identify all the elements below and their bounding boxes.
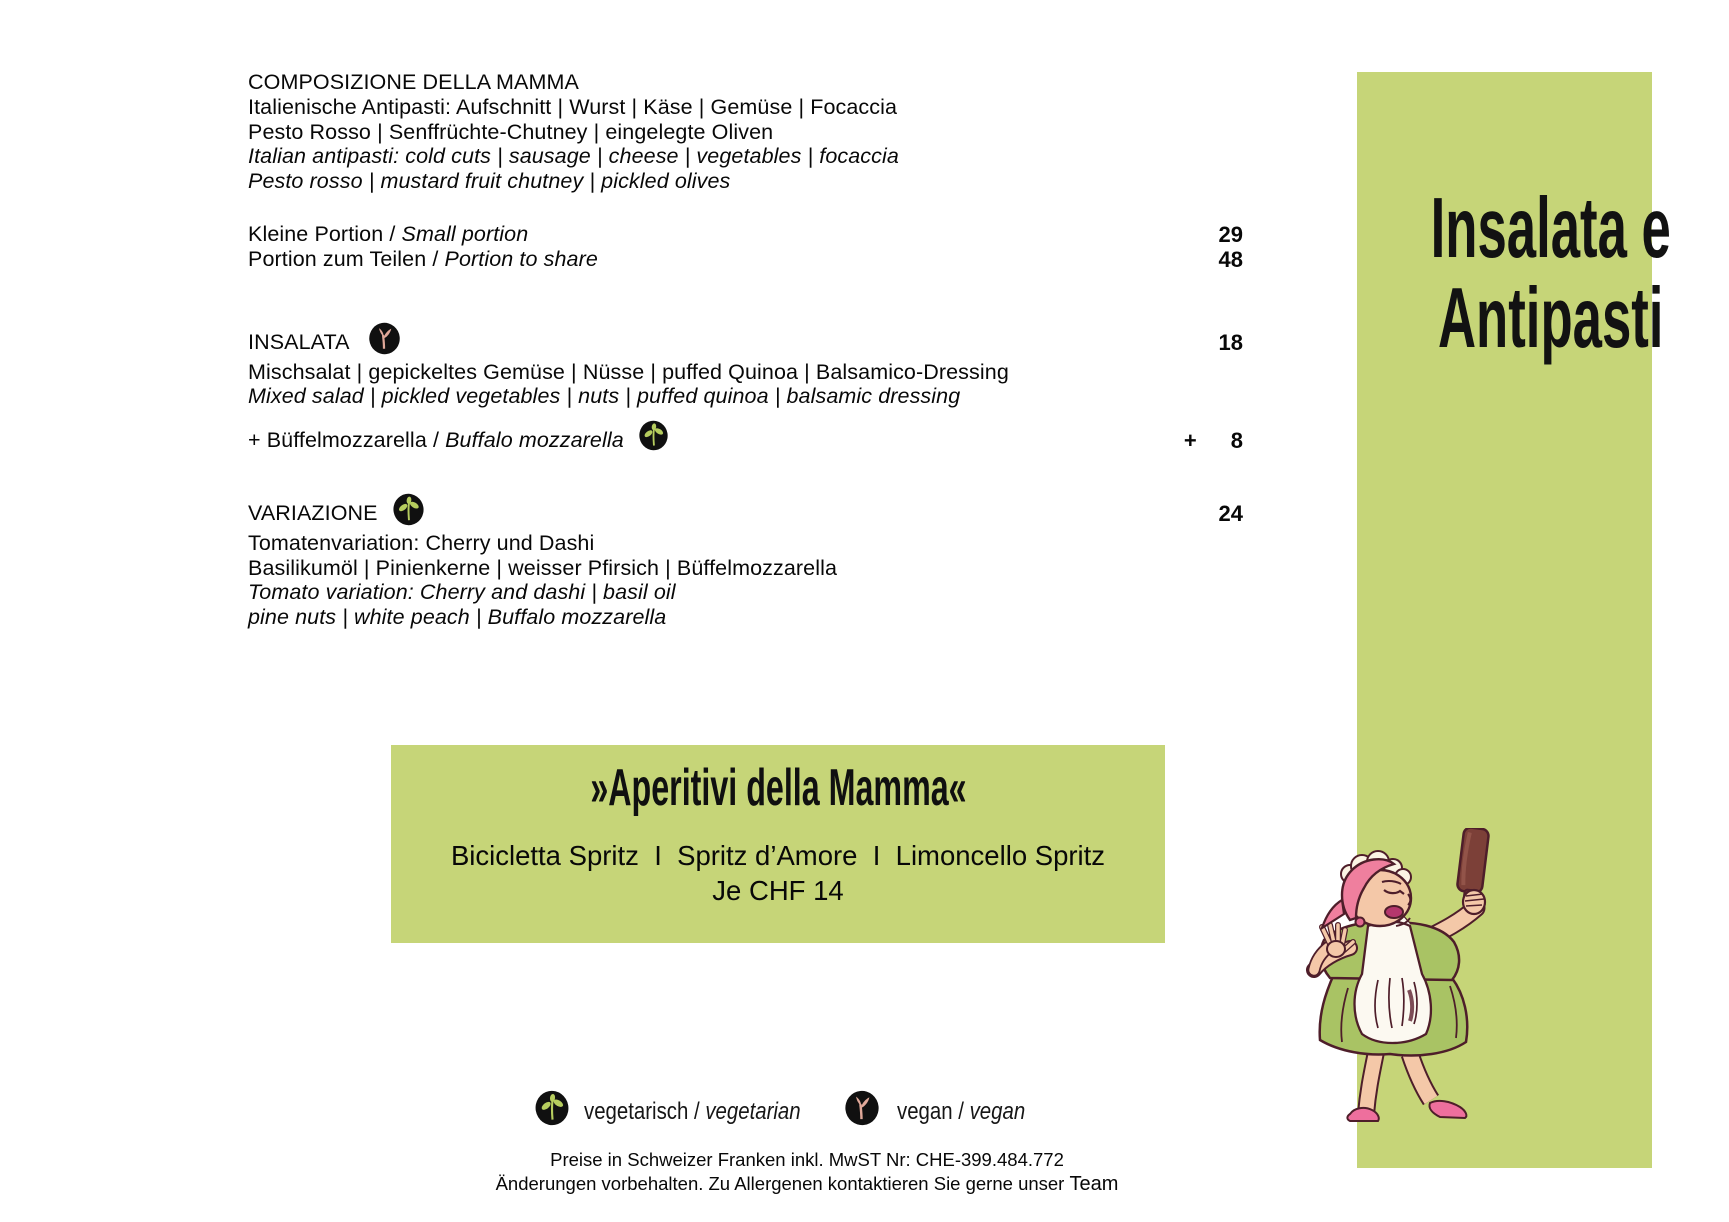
panel-title-line2: Antipasti [1437,271,1664,366]
composizione-desc-en-1: Italian antipasti: cold cuts | sausage | cheese | vegetables | focaccia [248,144,899,168]
aperitivi-title: »Aperitivi della Mamma« [589,759,967,817]
plus-sign: + [1183,427,1197,453]
variazione-desc-en-1: Tomato variation: Cherry and dashi | basil oil [248,580,676,604]
option-row-small-portion [248,222,1243,248]
addon-label: + Büffelmozzarella / Buffalo mozzarella [248,428,624,453]
insalata-desc-en: Mixed salad | pickled vegetables | nuts | puffed quinoa | balsamic dressing [248,384,961,408]
addon-row-mozzarella [248,428,1243,453]
addon-price-group [1184,428,1243,454]
option-row-share-portion [248,247,1243,273]
section-title-insalata: INSALATA [248,330,350,355]
vegetarian-icon [534,1090,570,1126]
section-title-composizione: COMPOSIZIONE DELLA MAMMA [248,70,579,94]
composizione-desc-en-2: Pesto rosso | mustard fruit chutney | pickled olives [248,168,731,193]
section-title-variazione: VARIAZIONE [248,501,378,526]
mamma-illustration [1290,828,1500,1128]
footer-line-1: Preise in Schweizer Franken inkl. MwST Nr: CHE-399.484.772 [550,1149,1064,1170]
section-head-variazione [248,501,1243,526]
vegan-icon [844,1090,880,1126]
composizione-desc-de-1: Italienische Antipasti: Aufschnitt | Wurst | Käse | Gemüse | Focaccia [248,95,898,119]
insalata-desc-de: Mischsalat | gepickeltes Gemüse | Nüsse | puffed Quinoa | Balsamico-Dressing [248,359,1009,384]
footer-line-2: Änderungen vorbehalten. Zu Allergenen kontaktieren Sie gerne unser Team [495,1173,1119,1195]
vegetarian-icon [638,420,669,451]
price-share-portion: 48 [1218,246,1243,272]
vegetarian-icon [392,493,425,526]
price-variazione: 24 [1218,500,1243,526]
variazione-desc-en-2: pine nuts | white peach | Buffalo mozzarella [248,604,667,629]
option-label: Kleine Portion / Small portion [248,222,529,246]
variazione-desc-de-2: Basilikumöl | Pinienkerne | weisser Pfirsich | Büffelmozzarella [248,555,838,580]
price-insalata: 18 [1218,329,1243,355]
legend-vegetarian-label: vegetarisch / vegetarian [584,1098,801,1125]
option-label: Portion zum Teilen / Portion to share [248,246,598,271]
aperitivi-box [391,745,1165,943]
variazione-desc-de-1: Tomatenvariation: Cherry und Dashi [248,531,595,555]
footer-team-word: Team [1069,1173,1119,1195]
legend-vegan-label: vegan / vegan [897,1098,1026,1125]
price-small-portion: 29 [1218,222,1243,247]
aperitivi-price-line: Je CHF 14 [712,875,844,906]
aperitivi-drinks: Bicicletta Spritz I Spritz d’Amore I Limoncello Spritz [450,840,1106,871]
composizione-desc-de-2: Pesto Rosso | Senffrüchte-Chutney | eingelegte Oliven [248,119,774,144]
section-head-insalata [248,330,1243,355]
side-panel-title [1357,181,1671,366]
panel-title-line1: Insalata e [1430,181,1671,276]
vegan-icon [368,322,401,355]
price-mozzarella: 8 [1230,427,1243,453]
